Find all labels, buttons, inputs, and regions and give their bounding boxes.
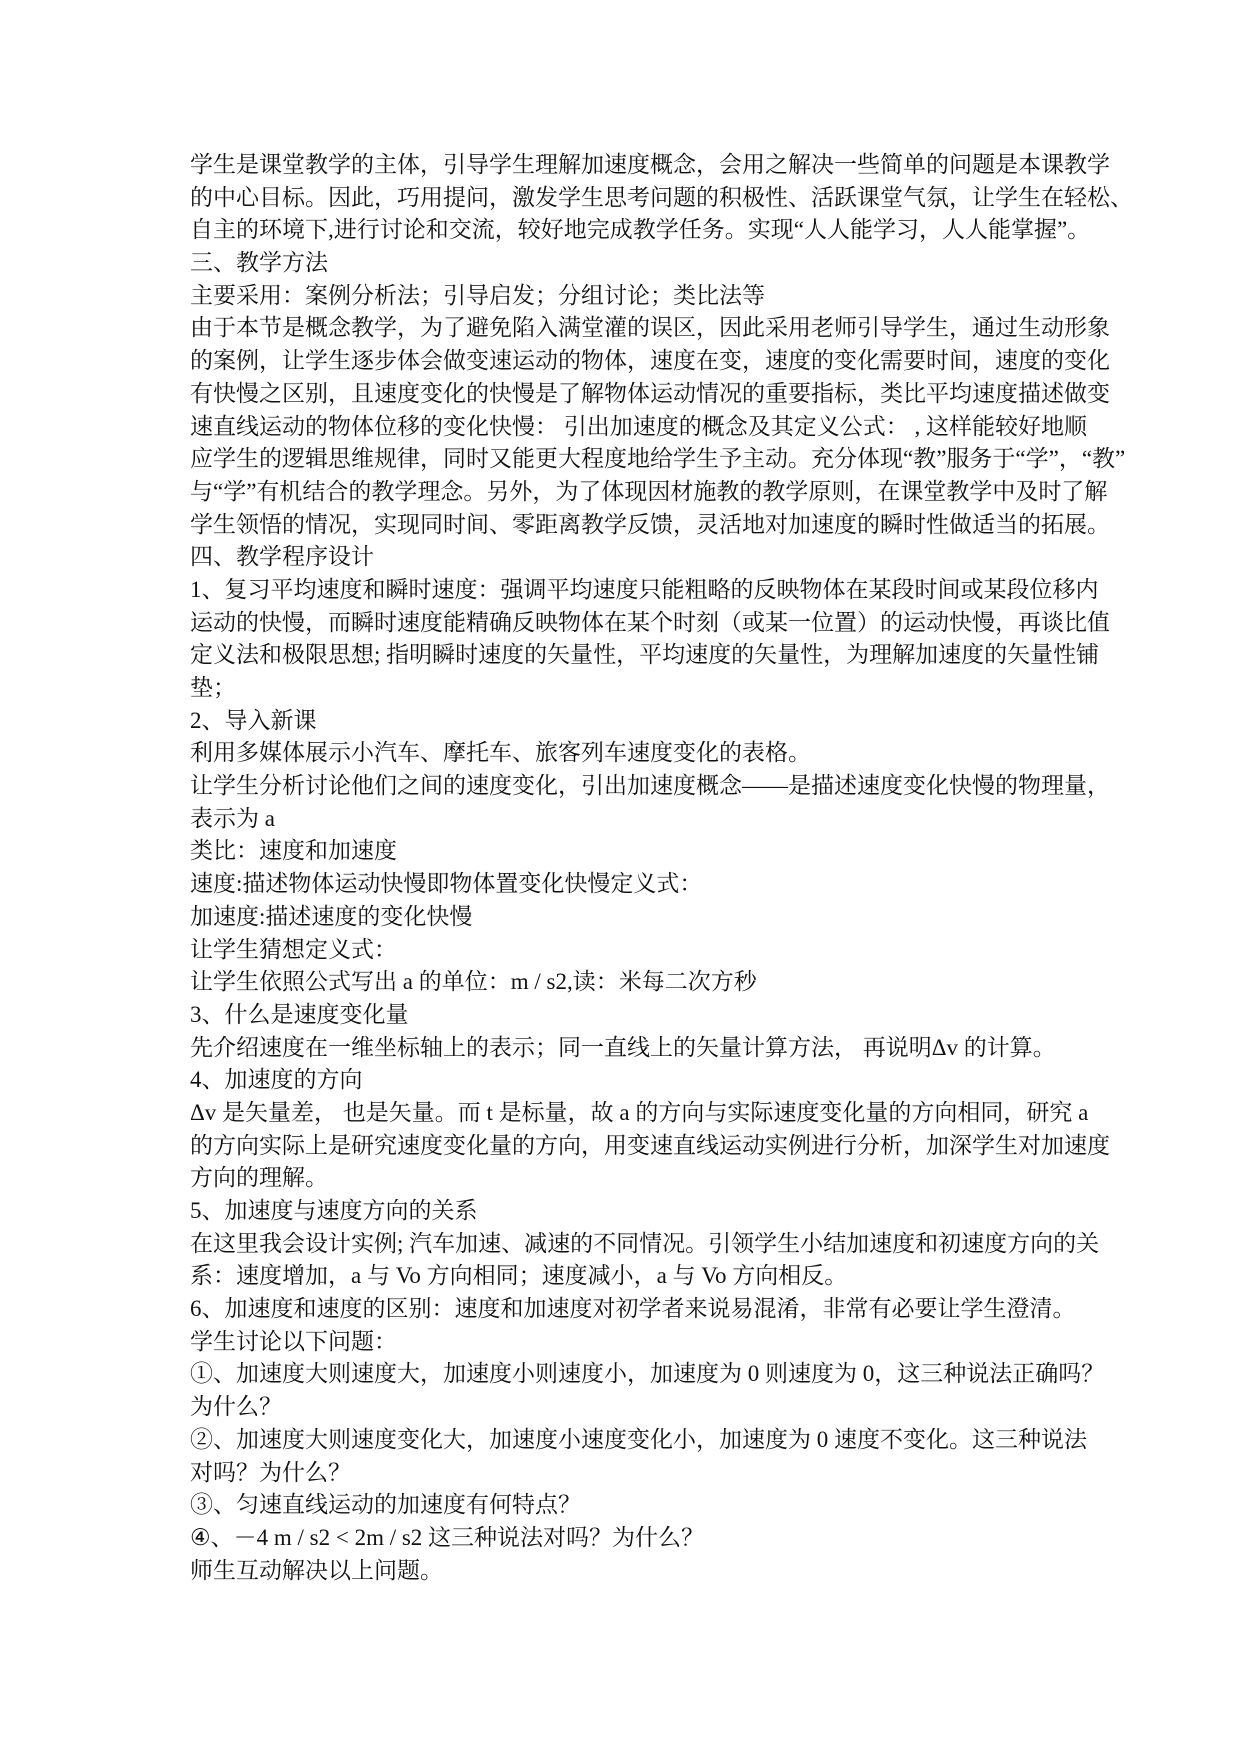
text-line-content: 先介绍速度在一维坐标轴上的表示；同一直线上的矢量计算方法， 再说明Δv 的计算。 bbox=[190, 1034, 1056, 1060]
text-line bbox=[190, 345, 1110, 378]
text-line-content: 由于本节是概念教学，为了避免陷入满堂灌的误区，因此采用老师引导学生，通过生动形象 bbox=[190, 315, 1110, 341]
text-line bbox=[190, 737, 1066, 770]
text-line-content: 主要采用：案例分析法；引导启发；分组讨论；类比法等 bbox=[190, 282, 765, 308]
text-line bbox=[190, 966, 1066, 999]
text-line-content: 方向的理解。 bbox=[190, 1165, 328, 1191]
text-line bbox=[190, 1260, 1066, 1293]
text-line-content: 学生讨论以下问题： bbox=[190, 1328, 397, 1354]
text-line bbox=[190, 770, 1110, 803]
text-line-content: 与“学”有机结合的教学理念。另外，为了体现因材施教的教学原则，在课堂教学中及时了解 bbox=[190, 478, 1108, 504]
text-line bbox=[190, 378, 1110, 411]
text-line bbox=[190, 1326, 1066, 1359]
text-line-content: 定义法和极限思想; 指明瞬时速度的矢量性，平均速度的矢量性，为理解加速度的矢量性铺 bbox=[190, 642, 1100, 668]
text-line-content: 6、加速度和速度的区别：速度和加速度对初学者来说易混淆，非常有必要让学生澄清。 bbox=[190, 1296, 1076, 1322]
text-line bbox=[190, 1130, 1110, 1163]
document-body bbox=[190, 149, 1133, 1587]
text-line bbox=[190, 476, 1108, 509]
text-line-content: 让学生猜想定义式： bbox=[190, 936, 397, 962]
text-line-content: 3、什么是速度变化量 bbox=[190, 1001, 409, 1027]
text-line bbox=[190, 999, 1066, 1032]
text-line bbox=[190, 705, 1066, 738]
text-line bbox=[190, 280, 1066, 313]
text-line-content: 垫； bbox=[190, 675, 236, 700]
text-line bbox=[190, 672, 1066, 705]
text-line bbox=[190, 1032, 1066, 1065]
text-line bbox=[190, 639, 1100, 672]
text-line-content: 的案例，让学生逐步体会做变速运动的物体，速度在变，速度的变化需要时间，速度的变化 bbox=[190, 348, 1110, 374]
text-line bbox=[190, 1457, 1066, 1490]
text-line bbox=[190, 443, 1126, 476]
text-line bbox=[190, 1391, 1066, 1424]
text-line-content: 类比：速度和加速度 bbox=[190, 838, 397, 864]
text-line bbox=[190, 312, 1110, 345]
text-line bbox=[190, 247, 1066, 280]
text-line bbox=[190, 1228, 1100, 1261]
text-line bbox=[190, 1489, 1066, 1522]
text-line-content: 对吗？为什么？ bbox=[190, 1459, 351, 1485]
text-line-content: 让学生分析讨论他们之间的速度变化，引出加速度概念——是描述速度变化快慢的物理量， bbox=[190, 773, 1110, 799]
text-line-content: 应学生的逻辑思维规律，同时又能更大程度地给学生予主动。充分体现“教”服务于“学”，“教” bbox=[190, 446, 1126, 472]
text-line bbox=[190, 411, 1087, 444]
text-line-content: 表示为 a bbox=[190, 805, 275, 831]
text-line-content: 四、教学程序设计 bbox=[190, 544, 374, 570]
text-line bbox=[190, 1064, 1066, 1097]
text-line-content: ②、加速度大则速度变化大，加速度小速度变化小，加速度为 0 速度不变化。这三种说法 bbox=[190, 1426, 1087, 1452]
text-line-content: 三、教学方法 bbox=[190, 250, 328, 276]
text-line bbox=[190, 149, 1110, 182]
text-line-content: ④、－4 m / s2 < 2m / s2 这三种说法对吗？为什么？ bbox=[190, 1524, 705, 1550]
text-line-content: 5、加速度与速度方向的关系 bbox=[190, 1198, 478, 1223]
text-line-content: 4、加速度的方向 bbox=[190, 1067, 363, 1093]
text-line bbox=[190, 1522, 1066, 1555]
text-line-content: 让学生依照公式写出 a 的单位：m / s2,读：米每二次方秒 bbox=[190, 969, 757, 995]
text-line-content: 在这里我会设计实例; 汽车加速、减速的不同情况。引领学生小结加速度和初速度方向的关 bbox=[190, 1230, 1100, 1256]
text-line-content: 2、导入新课 bbox=[190, 707, 317, 733]
text-line-content: 师生互动解决以上问题。 bbox=[190, 1557, 443, 1583]
text-line-content: 学生领悟的情况，实现同时间、零距离教学反馈，灵活地对加速度的瞬时性做适当的拓展。 bbox=[190, 511, 1110, 537]
text-line-content: 速度:描述物体运动快慢即物体置变化快慢定义式： bbox=[190, 871, 703, 897]
text-line-content: 运动的快慢，而瞬时速度能精确反映物体在某个时刻（或某一位置）的运动快慢，再谈比值 bbox=[190, 609, 1110, 635]
text-line-content: 系：速度增加，a 与 Vo 方向相同；速度减小，a 与 Vo 方向相反。 bbox=[190, 1263, 848, 1289]
text-line bbox=[190, 607, 1110, 640]
text-line bbox=[190, 1162, 1066, 1195]
text-line-content: Δv 是矢量差， 也是矢量。而 t 是标量，故 a 的方向与实际速度变化量的方向相同，研究 a bbox=[190, 1099, 1089, 1125]
text-line-content: 加速度:描述速度的变化快慢 bbox=[190, 903, 473, 929]
text-line-content: ①、加速度大则速度大，加速度小则速度小，加速度为 0 则速度为 0，这三种说法正确吗？ bbox=[190, 1361, 1105, 1387]
text-line bbox=[190, 1555, 1066, 1588]
text-line bbox=[190, 1195, 1066, 1228]
text-line-content: 学生是课堂教学的主体，引导学生理解加速度概念，会用之解决一些简单的问题是本课教学 bbox=[190, 152, 1110, 177]
text-line-content: 有快慢之区别，且速度变化的快慢是了解物体运动情况的重要指标，类比平均速度描述做变 bbox=[190, 380, 1110, 406]
text-line bbox=[190, 901, 1066, 934]
text-line bbox=[190, 1097, 1089, 1130]
text-line bbox=[190, 868, 1066, 901]
text-line-content: 利用多媒体展示小汽车、摩托车、旅客列车速度变化的表格。 bbox=[190, 740, 811, 766]
text-line-content: 1、复习平均速度和瞬时速度：强调平均速度只能粗略的反映物体在某段时间或某段位移内 bbox=[190, 576, 1099, 602]
text-line bbox=[190, 1293, 1076, 1326]
text-line bbox=[190, 509, 1110, 542]
text-line-content: 的方向实际上是研究速度变化量的方向，用变速直线运动实例进行分析，加深学生对加速度 bbox=[190, 1132, 1110, 1158]
text-line-content: ③、匀速直线运动的加速度有何特点？ bbox=[190, 1492, 581, 1518]
text-line bbox=[190, 803, 1066, 836]
text-line bbox=[190, 182, 1133, 215]
text-line bbox=[190, 214, 1091, 247]
text-line-content: 自主的环境下,进行讨论和交流，较好地完成教学任务。实现“人人能学习，人人能掌握”。 bbox=[190, 217, 1091, 243]
text-line bbox=[190, 1358, 1105, 1391]
text-line bbox=[190, 934, 1066, 967]
text-line bbox=[190, 541, 1066, 574]
text-line-content: 为什么？ bbox=[190, 1394, 282, 1420]
text-line-content: 速直线运动的物体位移的变化快慢： 引出加速度的概念及其定义公式： , 这样能较好地顺 bbox=[190, 413, 1087, 439]
text-line bbox=[190, 835, 1066, 868]
text-line bbox=[190, 1424, 1087, 1457]
text-line-content: 的中心目标。因此，巧用提问，激发学生思考问题的积极性、活跃课堂气氛，让学生在轻松、 bbox=[190, 184, 1133, 210]
text-line bbox=[190, 574, 1099, 607]
